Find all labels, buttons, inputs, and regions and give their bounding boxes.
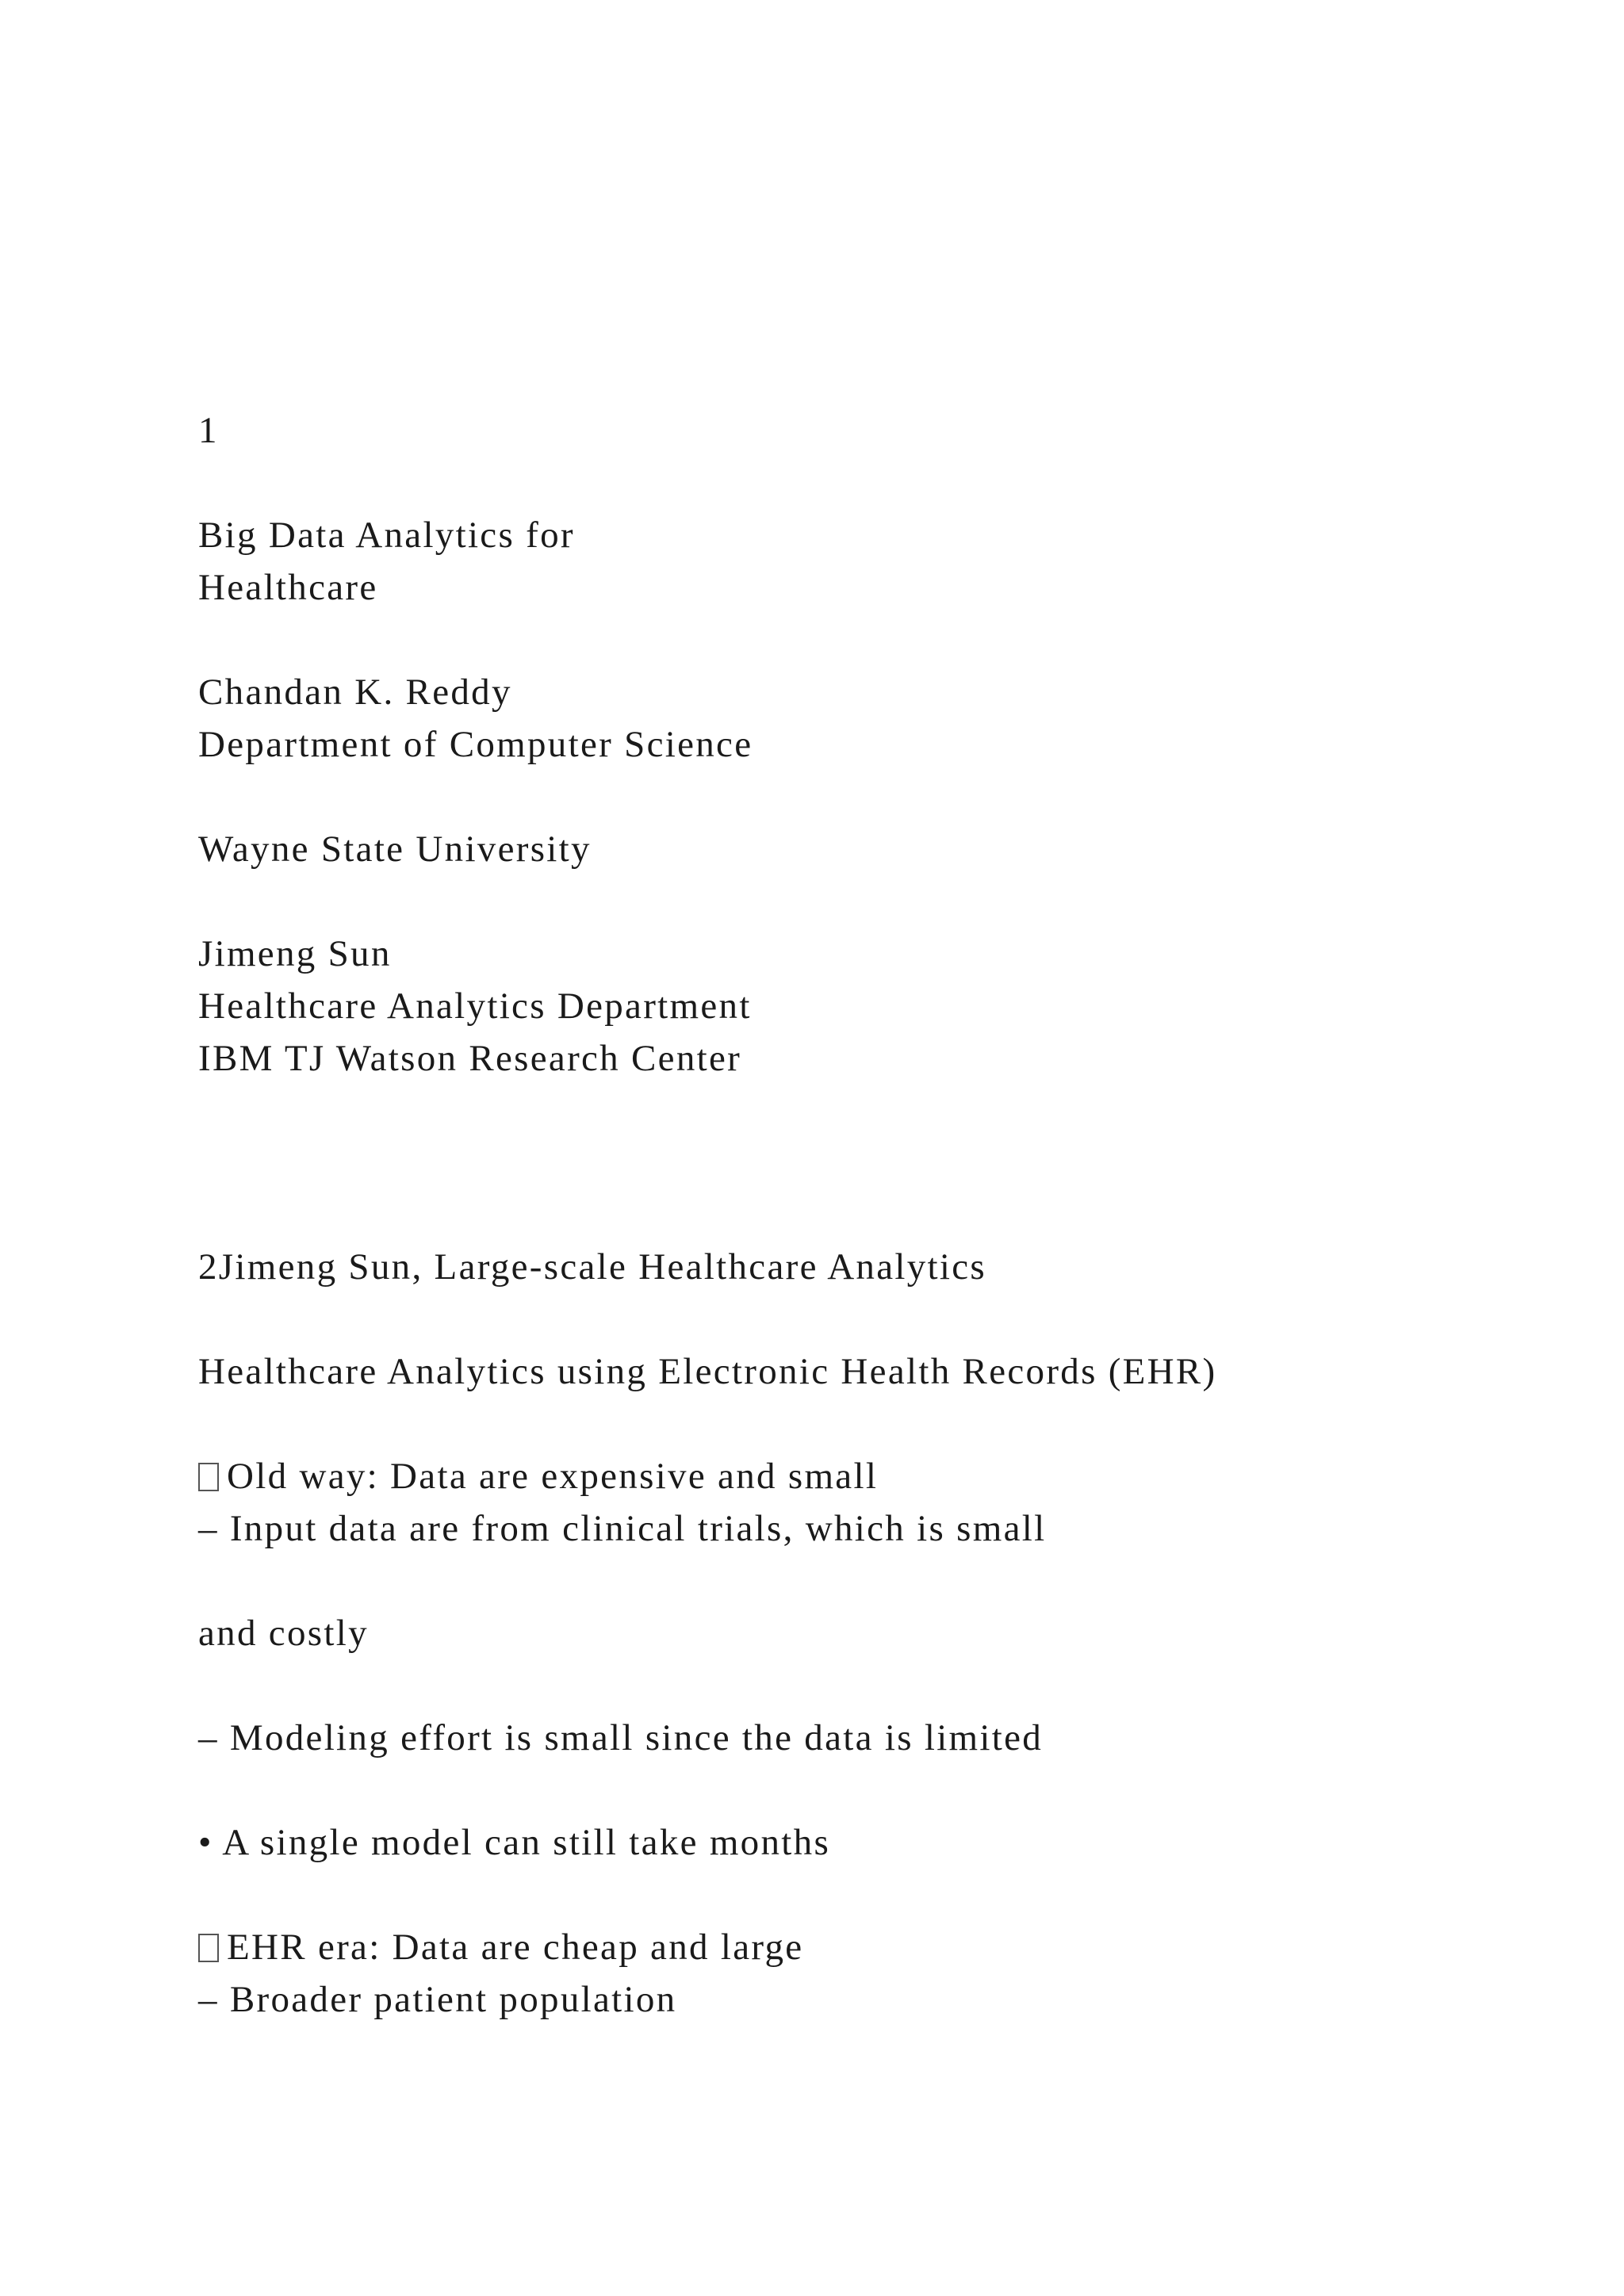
sub-bullet-input-data: – Input data are from clinical trials, which is small bbox=[198, 1508, 1047, 1549]
sub-bullet-input-data-continued: and costly bbox=[198, 1613, 369, 1654]
sub-bullet-broader-population: – Broader patient population bbox=[198, 1979, 677, 2020]
bullet-old-way bbox=[198, 1450, 878, 1502]
title-line-1: Big Data Analytics for bbox=[198, 515, 575, 556]
author-1-university: Wayne State University bbox=[198, 828, 592, 870]
author-2-department: Healthcare Analytics Department bbox=[198, 985, 752, 1027]
missing-glyph-box-icon bbox=[198, 1463, 219, 1491]
slide-2-header: 2Jimeng Sun, Large-scale Healthcare Analytics bbox=[198, 1246, 987, 1288]
missing-glyph-box-icon bbox=[198, 1934, 219, 1962]
author-2-name: Jimeng Sun bbox=[198, 933, 392, 974]
bullet-ehr-era bbox=[198, 1921, 803, 1973]
author-1-department: Department of Computer Science bbox=[198, 724, 753, 765]
bullet-ehr-era-text: EHR era: Data are cheap and large bbox=[227, 1927, 804, 1968]
author-2-organization: IBM TJ Watson Research Center bbox=[198, 1038, 742, 1079]
author-1-name: Chandan K. Reddy bbox=[198, 672, 512, 713]
slide-2-heading: Healthcare Analytics using Electronic Health Records (EHR) bbox=[198, 1351, 1217, 1392]
sub-bullet-single-model: • A single model can still take months bbox=[198, 1822, 831, 1863]
page-number: 1 bbox=[198, 410, 219, 451]
title-line-2: Healthcare bbox=[198, 567, 378, 608]
sub-bullet-modeling-effort: – Modeling effort is small since the data is limited bbox=[198, 1717, 1044, 1758]
bullet-old-way-text: Old way: Data are expensive and small bbox=[227, 1456, 879, 1497]
